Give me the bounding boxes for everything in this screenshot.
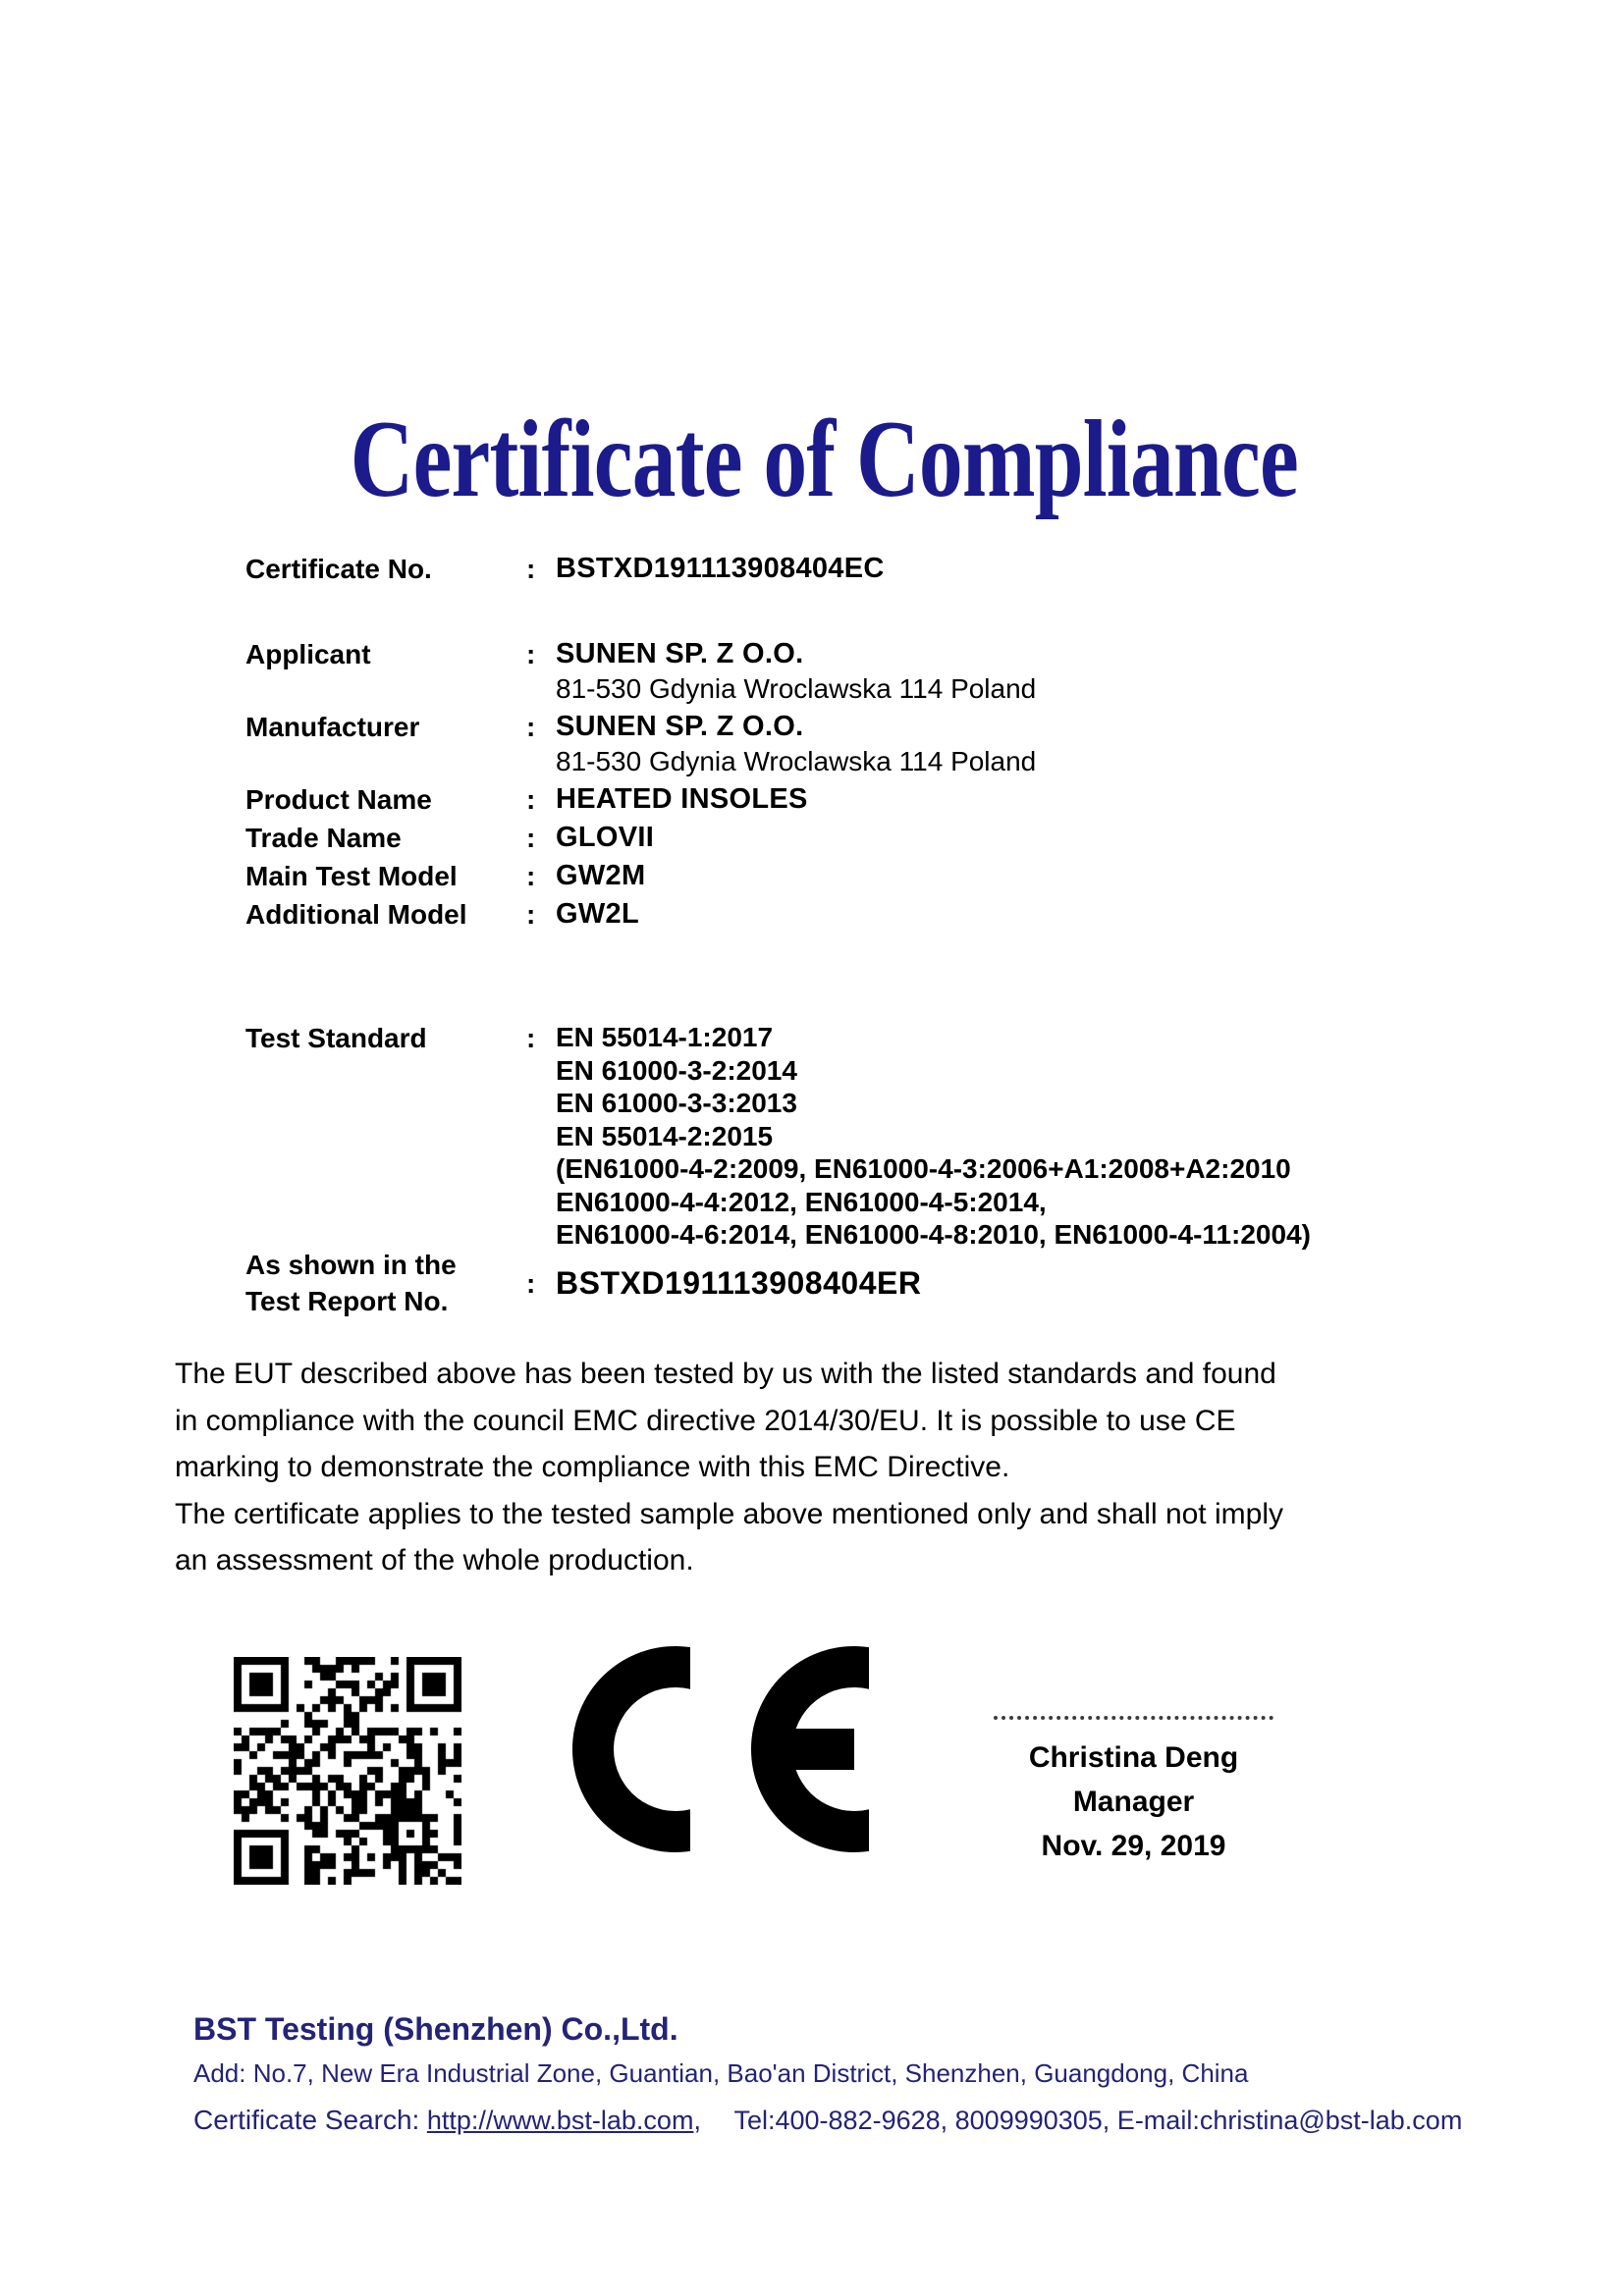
test-standard-line-3: EN 61000-3-3:2013 <box>556 1088 797 1118</box>
test-standard-line-5: (EN61000-4-2:2009, EN61000-4-3:2006+A1:2008+A2:2010 <box>556 1153 1291 1184</box>
qr-code-image <box>234 1657 461 1885</box>
manufacturer-value-main: SUNEN SP. Z O.O. <box>556 711 804 742</box>
footer <box>193 2010 1568 2136</box>
additional-model-colon: : <box>526 899 536 930</box>
certificate-search-label: Certificate Search: <box>193 2105 420 2135</box>
footer-search-line <box>193 2105 1568 2136</box>
manufacturer-label: Manufacturer <box>245 712 420 742</box>
test-standard-colon: : <box>526 1023 536 1053</box>
manufacturer-colon: : <box>526 712 536 742</box>
statement-line-5: an assessment of the whole production. <box>175 1544 694 1576</box>
detail-row-additional-model <box>245 897 1473 932</box>
applicant-value-address: 81-530 Gdynia Wroclawska 114 Poland <box>556 673 1037 704</box>
additional-model-value-main: GW2L <box>556 898 639 930</box>
footer-address: Add: No.7, New Era Industrial Zone, Guantian, Bao'an District, Shenzhen, Guangdong, China <box>193 2058 1249 2088</box>
test-report-section <box>245 1247 1473 1319</box>
applicant-colon: : <box>526 639 536 669</box>
signature-date: Nov. 29, 2019 <box>1041 1830 1226 1862</box>
product-name-colon: : <box>526 784 536 815</box>
manufacturer-value-address: 81-530 Gdynia Wroclawska 114 Poland <box>556 746 1037 776</box>
applicant-value-main: SUNEN SP. Z O.O. <box>556 638 804 669</box>
test-standard-line-6: EN61000-4-4:2012, EN61000-4-5:2014, <box>556 1186 1047 1217</box>
test-report-colon: : <box>526 1267 536 1299</box>
certificate-detail-rows <box>245 552 1473 935</box>
product-name-value <box>556 782 1473 817</box>
test-report-number: BSTXD191113908404ER <box>556 1264 922 1301</box>
applicant-value <box>556 637 1473 706</box>
statement-line-3: marking to demonstrate the compliance with this EMC Directive. <box>175 1451 1010 1483</box>
test-standard-lines <box>556 1021 1542 1252</box>
certificate-no-value-main: BSTXD191113908404EC <box>556 553 885 584</box>
statement-line-2: in compliance with the council EMC directive 2014/30/EU. It is possible to use CE <box>175 1404 1236 1437</box>
certificate-search-link[interactable]: http://www.bst-lab.com <box>426 2106 694 2135</box>
test-standard-line-4: EN 55014-2:2015 <box>556 1120 774 1151</box>
main-test-model-value <box>556 859 1473 893</box>
product-name-value-main: HEATED INSOLES <box>556 783 808 815</box>
trade-name-colon: : <box>526 823 536 853</box>
test-standard-row <box>245 1021 1542 1252</box>
certificate-no-label: Certificate No. <box>245 554 432 584</box>
test-report-row <box>245 1247 1473 1319</box>
footer-company-name: BST Testing (Shenzhen) Co.,Ltd. <box>193 2011 678 2047</box>
certificate-no-value <box>556 552 1473 586</box>
applicant-label: Applicant <box>245 639 371 669</box>
detail-row-main-test-model <box>245 859 1473 893</box>
trade-name-value <box>556 821 1473 855</box>
test-standard-line-7: EN61000-4-6:2014, EN61000-4-8:2010, EN61000-4-11:2004) <box>556 1219 1311 1250</box>
test-standard-line-1: EN 55014-1:2017 <box>556 1022 774 1052</box>
main-test-model-label: Main Test Model <box>245 861 458 891</box>
signatory-role: Manager <box>1072 1786 1195 1818</box>
trade-name-value-main: GLOVII <box>556 822 655 853</box>
test-standard-label: Test Standard <box>245 1023 427 1053</box>
page-title-text: Certificate of Compliance <box>350 399 1298 520</box>
manufacturer-value <box>556 710 1473 778</box>
test-report-label-line2: Test Report No. <box>245 1286 449 1316</box>
detail-row-product-name <box>245 782 1473 817</box>
main-test-model-value-main: GW2M <box>556 860 646 891</box>
signatory-name: Christina Deng <box>1028 1741 1239 1774</box>
product-name-label: Product Name <box>245 784 432 815</box>
certificate-search-separator: , <box>693 2106 701 2135</box>
certificate-no-colon: : <box>526 554 536 584</box>
signature-block <box>994 1716 1273 1868</box>
test-report-label <box>245 1247 526 1319</box>
signature-dotted-line <box>994 1716 1273 1720</box>
detail-row-applicant <box>245 637 1473 706</box>
footer-contact: Tel:400-882-9628, 8009990305, E-mail:christina@bst-lab.com <box>733 2106 1463 2135</box>
compliance-statement <box>175 1351 1569 1584</box>
test-standard-section <box>245 1021 1542 1252</box>
main-test-model-colon: : <box>526 861 536 891</box>
additional-model-value <box>556 897 1473 932</box>
additional-model-label: Additional Model <box>245 899 467 930</box>
statement-line-1: The EUT described above has been tested by us with the listed standards and found <box>175 1358 1276 1390</box>
statement-line-4: The certificate applies to the tested sample above mentioned only and shall not imply <box>175 1497 1283 1530</box>
test-standard-line-2: EN 61000-3-2:2014 <box>556 1054 797 1086</box>
ce-letter-e-bar <box>792 1729 854 1770</box>
test-report-label-line1: As shown in the <box>245 1250 457 1280</box>
detail-row-certificate-no <box>245 552 1473 586</box>
detail-row-trade-name <box>245 821 1473 855</box>
page-title <box>12 397 1624 523</box>
trade-name-label: Trade Name <box>245 823 402 853</box>
ce-letter-c <box>572 1646 690 1852</box>
ce-marking-icon <box>572 1645 872 1853</box>
detail-row-manufacturer <box>245 710 1473 778</box>
